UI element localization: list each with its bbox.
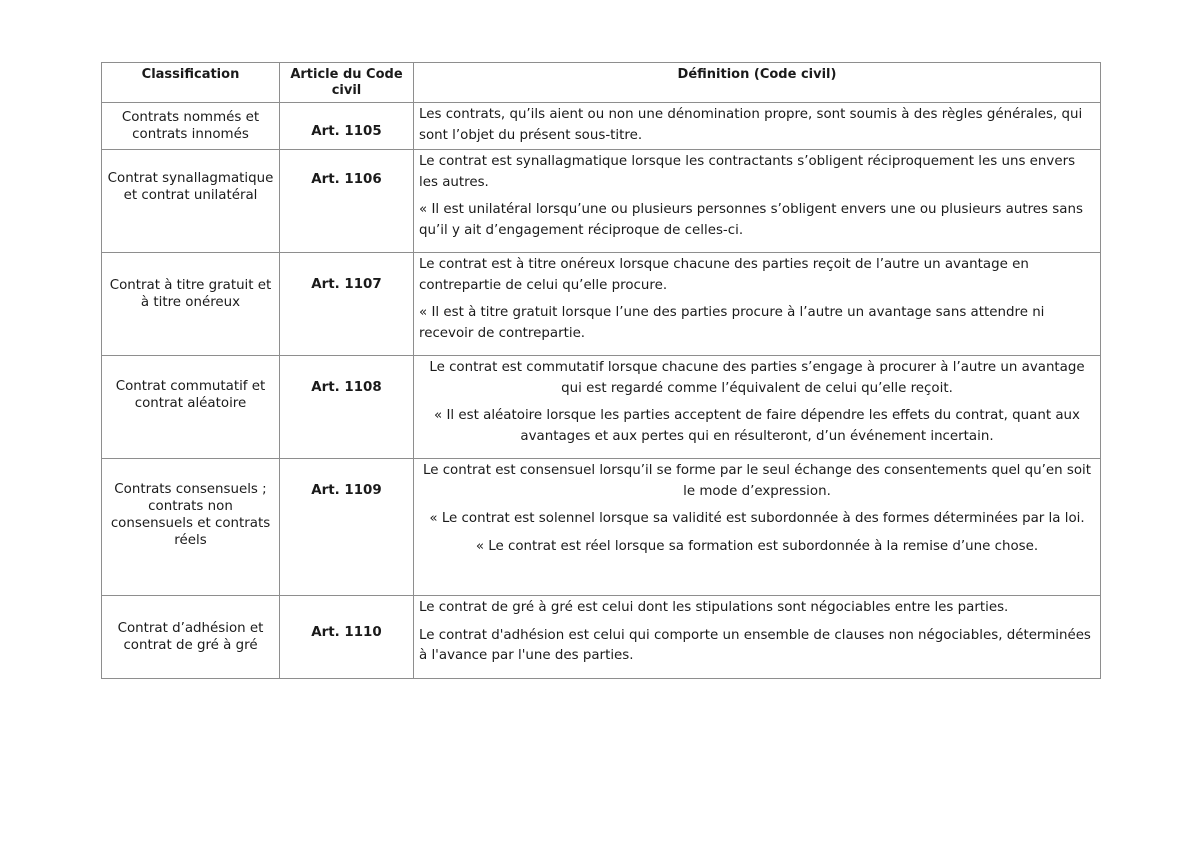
definition-paragraph: « Le contrat est solennel lorsque sa validité est subordonnée à des formes déterminées par la loi. [429,511,1085,526]
header-row [102,63,1101,103]
article-cell [280,150,414,253]
definition-cell [414,103,1101,150]
definition-paragraph: Le contrat d'adhésion est celui qui comporte un ensemble de clauses non négociables, déterminées à l'avance par l'une des parties. [419,627,1091,663]
definition-paragraph: « Il est aléatoire lorsque les parties acceptent de faire dépendre les effets du contrat, quant aux avantages et aux pertes qui en résulteront, d’un événement incertain. [434,408,1080,444]
table-row [102,150,1101,253]
article-cell [280,253,414,356]
classification-cell: Contrats nommés et contrats innomés [102,103,280,150]
table-row [102,253,1101,356]
definition-paragraph: Le contrat est consensuel lorsqu’il se forme par le seul échange des consentements quel qu’en soit le mode d’expression. [422,463,1092,499]
classification-cell: Contrat synallagmatique et contrat unilatéral [102,150,280,253]
article-cell [280,103,414,150]
table-row [102,596,1101,679]
classification-cell: Contrats consensuels ; contrats non consensuels et contrats réels [102,459,280,596]
definition-cell [414,253,1101,356]
article-number: Art. 1105 [311,123,382,139]
article-cell [280,459,414,596]
definition-paragraph: « Il est à titre gratuit lorsque l’une des parties procure à l’autre un avantage sans attendre ni recevoir de contrepartie. [419,305,1045,341]
definition-cell [414,596,1101,679]
definition-paragraph: Le contrat est synallagmatique lorsque les contractants s’obligent réciproquement les uns envers les autres. [419,154,1076,190]
classification-cell: Contrat à titre gratuit et à titre onéreux [102,253,280,356]
article-cell [280,596,414,679]
classification-cell: Contrat d’adhésion et contrat de gré à gré [102,596,280,679]
definition-paragraph: « Il est unilatéral lorsqu’une ou plusieurs personnes s’obligent envers une ou plusieurs autres sans qu’il y ait d’engagement réciproque de celles-ci. [419,202,1083,238]
definition-paragraph: « Le contrat est réel lorsque sa formation est subordonnée à la remise d’une chose. [475,538,1039,554]
definition-paragraph: Le contrat de gré à gré est celui dont les stipulations sont négociables entre les parties. [419,600,1009,615]
classification-cell: Contrat commutatif et contrat aléatoire [102,356,280,459]
article-cell [280,356,414,459]
definition-paragraph: Le contrat est commutatif lorsque chacune des parties s’engage à procurer à l’autre un avantage qui est regardé comme l’équivalent de celui qu’elle reçoit. [429,360,1085,396]
article-number: Art. 1110 [311,624,382,640]
definition-cell [414,356,1101,459]
article-number: Art. 1107 [311,277,382,292]
article-number: Art. 1106 [311,172,382,187]
header-article: Article du Code civil [280,63,414,103]
article-number: Art. 1109 [311,483,382,498]
definition-cell [414,459,1101,596]
table-row [102,356,1101,459]
definition-paragraph: Les contrats, qu’ils aient ou non une dénomination propre, sont soumis à des règles générales, qui sont l’objet du présent sous-titre. [419,107,1083,143]
definition-paragraph: Le contrat est à titre onéreux lorsque chacune des parties reçoit de l’autre un avantage en contrepartie de celui qu’elle procure. [419,257,1029,293]
table-row [102,103,1101,150]
article-number: Art. 1108 [311,380,382,395]
header-classification: Classification [102,63,280,103]
header-definition: Définition (Code civil) [414,63,1101,103]
definition-cell [414,150,1101,253]
contract-classification-table [101,62,1101,679]
table-row [102,459,1101,596]
